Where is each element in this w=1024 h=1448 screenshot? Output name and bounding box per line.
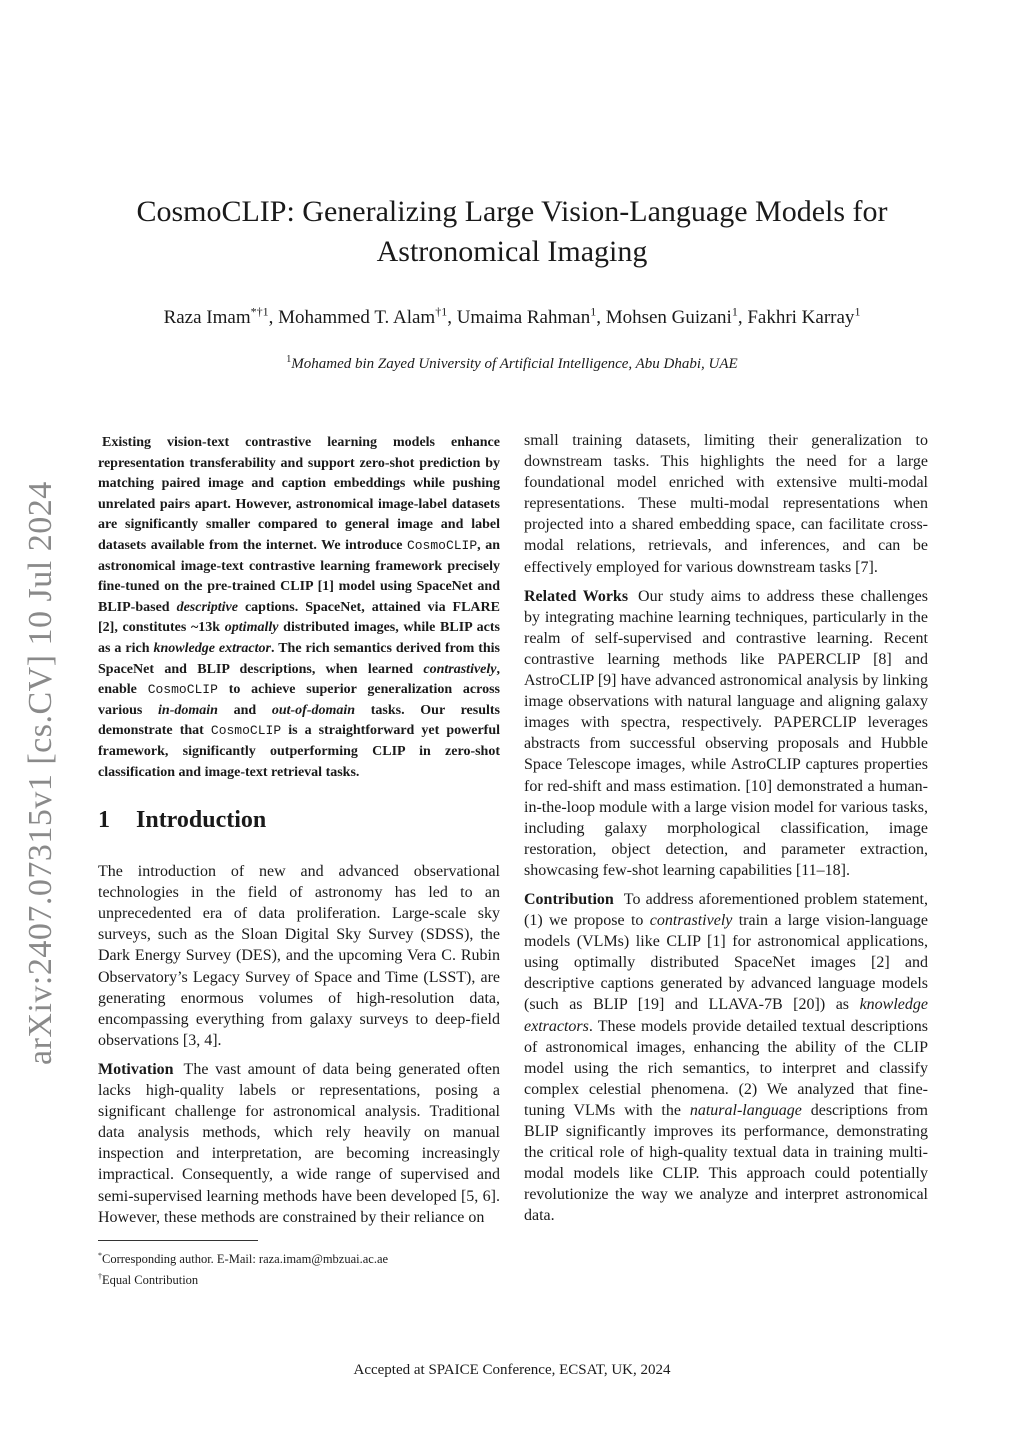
author-separator: ,	[268, 307, 279, 329]
abstract-text: Existing vision-text contrastive learning models enhance representation transferability and support zero-shot prediction by matching paired image and caption embeddings while pushing unrelated pairs apart. However, astronomical image-label datasets are significantly smaller compared to general image and label datasets available from the internet. We introduce	[98, 435, 500, 553]
footnote-mark: †	[98, 1271, 102, 1281]
author-separator: ,	[596, 307, 606, 329]
abstract-code: CosmoCLIP	[210, 723, 282, 739]
section-title: Introduction	[136, 807, 267, 834]
abstract-code: CosmoCLIP	[147, 682, 218, 698]
paragraph-emphasis: knowledge extractors	[524, 996, 928, 1035]
abstract-text: and	[217, 702, 272, 718]
motivation-paragraph	[98, 1059, 500, 1228]
arxiv-identifier-stamp: arXiv:2407.07315v1 [cs.CV] 10 Jul 2024	[22, 481, 59, 1065]
paragraph-heading: Contribution	[524, 890, 614, 908]
abstract-text: captions. SpaceNet, attained via FLARE [2], constitutes ~13k	[98, 599, 500, 636]
author-name: Umaima Rahman	[456, 307, 591, 329]
paragraph-text: To address aforementioned problem statement, (1) we propose to	[524, 890, 928, 930]
paragraph-text: descriptions from BLIP significantly improves its performance, demonstrating the critical role of high-quality textual data in training multi-modal models like CLIP. This approach could potentially revolutionize the way we analyze and interpret astronomical data.	[524, 1101, 928, 1225]
author	[278, 307, 457, 328]
abstract-emphasis: descriptive	[176, 599, 238, 615]
author-mark: †1	[435, 305, 448, 319]
abstract-text: to achieve superior generalization across various	[98, 682, 500, 718]
abstract-text: tasks. Our results demonstrate that	[98, 702, 500, 739]
author	[457, 307, 606, 328]
author-separator: ,	[737, 307, 748, 329]
footnote-mark: *	[98, 1250, 102, 1260]
conference-footer: Accepted at SPAICE Conference, ECSAT, UK, 2024	[353, 1362, 671, 1378]
author-name: Raza Imam	[163, 307, 251, 329]
related-works-paragraph	[524, 586, 928, 881]
left-column	[98, 433, 500, 1289]
abstract-emphasis: knowledge extractor	[153, 640, 271, 656]
abstract-code: CosmoCLIP	[406, 537, 478, 553]
author-mark: 1	[854, 305, 861, 319]
abstract-emphasis: out-of-domain	[271, 702, 356, 718]
intro-paragraph: The introduction of new and advanced observational technologies in the field of astronomy has led to an unprecedented era of data proliferation. Large-scale sky surveys, such as the Sloan Digital Sky Survey (SDSS), the Dark Energy Survey (DES), and the upcoming Vera C. Rubin Observatory’s Legacy Survey of Space and Time (LSST), are generating enormous volumes of high-resolution data, encompassing everything from galaxy surveys to deep-field observations [3, 4].	[98, 863, 500, 1049]
author-name: Mohammed T. Alam	[278, 307, 436, 329]
author-name: Fakhri Karray	[747, 307, 855, 329]
paragraph-heading: Related Works	[524, 587, 629, 605]
continuation-paragraph: small training datasets, limiting their generalization to downstream tasks. This highlights the need for a large foundational model enriched with extensive multi-modal representations. These multi-modal representations when projected into a shared embedding space, can facilitate cross-modal relations, retrievals, and inferences, and can be effectively employed for various downstream tasks [7].	[524, 432, 928, 576]
abstract	[98, 433, 500, 783]
abstract-emphasis: in-domain	[158, 702, 218, 718]
paragraph-text: train a large vision-language models (VLMs) like CLIP [1] for astronomical applications, using optimally distributed SpaceNet images [2] and descriptive captions generated by advanced language models (such as BLIP [19] and LLAVA-7B [20]) as	[524, 912, 928, 1014]
paragraph-emphasis: contrastively	[649, 912, 733, 930]
footnote	[98, 1268, 500, 1289]
abstract-text: , enable	[98, 661, 500, 698]
right-column	[524, 430, 928, 1234]
paper-title	[80, 192, 944, 272]
section-number: 1	[98, 807, 110, 834]
affiliation-mark: 1	[286, 354, 292, 365]
author-separator: ,	[447, 307, 457, 329]
author-mark: 1	[731, 305, 738, 319]
abstract-text: distributed images, while BLIP acts as a rich	[98, 620, 500, 656]
footnote-text: Corresponding author. E-Mail: raza.imam@mbzuai.ac.ae	[102, 1251, 389, 1266]
paragraph-heading: Motivation	[98, 1060, 174, 1078]
author-name: Mohsen Guizani	[605, 307, 732, 329]
paragraph-text: Our study aims to address these challenges by integrating machine learning techniques, particularly in the realm of self-supervised and contrastive learning. Recent contrastive learning methods like PAPERCLIP [8] and AstroCLIP [9] have advanced astronomical analysis by linking image observations with natural language and aligning galaxy images with spectra, respectively. PAPERCLIP leverages abstracts from successful observing proposals and Hubble Space Telescope images, while AstroCLIP captures properties for red-shift and mass estimation. [10] demonstrated a human-in-the-loop module with a large vision model for various tasks, including galaxy morphological classification, image restoration, object detection, and parameter extraction, showcasing few-shot learning capabilities [11–18].	[524, 587, 928, 879]
affiliation	[80, 349, 944, 375]
footnote-text: Equal Contribution	[102, 1273, 199, 1287]
footnote	[98, 1247, 500, 1268]
author-list	[60, 298, 964, 332]
footnote-divider	[98, 1240, 258, 1241]
author	[606, 307, 748, 328]
author-mark: *†1	[250, 305, 269, 319]
abstract-text: . The rich semantics derived from this SpaceNet and BLIP descriptions, when learned	[98, 640, 500, 677]
paragraph-emphasis: natural-language	[689, 1101, 802, 1119]
section-heading-introduction	[98, 805, 500, 835]
title-line-2: Astronomical Imaging	[376, 235, 648, 268]
paragraph-text: The vast amount of data being generated often lacks high-quality labels or representations, posing a significant challenge for astronomical analysis. Traditional data analysis methods, which rely heavily on manual inspection and interpretation, are becoming increasingly impractical. Consequently, a wide range of supervised and semi-supervised learning methods have been developed [5, 6]. However, these methods are constrained by their reliance on	[98, 1060, 500, 1226]
abstract-text: is a straightforward yet powerful framework, significantly outperforming CLIP in zero-shot classification and image-text retrieval tasks.	[98, 723, 500, 780]
abstract-text: , an astronomical image-text contrastive learning framework precisely fine-tuned on the pre-trained CLIP [1] model using SpaceNet and BLIP-based	[98, 537, 500, 615]
author	[164, 307, 279, 328]
contribution-paragraph	[524, 889, 928, 1227]
title-line-1: CosmoCLIP: Generalizing Large Vision-Language Models for	[136, 195, 888, 228]
author-mark: 1	[590, 305, 597, 319]
author	[747, 307, 860, 328]
abstract-emphasis: optimally	[224, 620, 279, 636]
affiliation-text: Mohamed bin Zayed University of Artificial Intelligence, Abu Dhabi, UAE	[291, 356, 738, 372]
abstract-emphasis: contrastively	[423, 661, 497, 677]
paragraph-text: . These models provide detailed textual descriptions of astronomical images, enhancing the ability of the CLIP model using the rich semantics, to interpret and classify complex celestial phenomena. (2) We analyzed that fine-tuning VLMs with the	[524, 1017, 928, 1119]
